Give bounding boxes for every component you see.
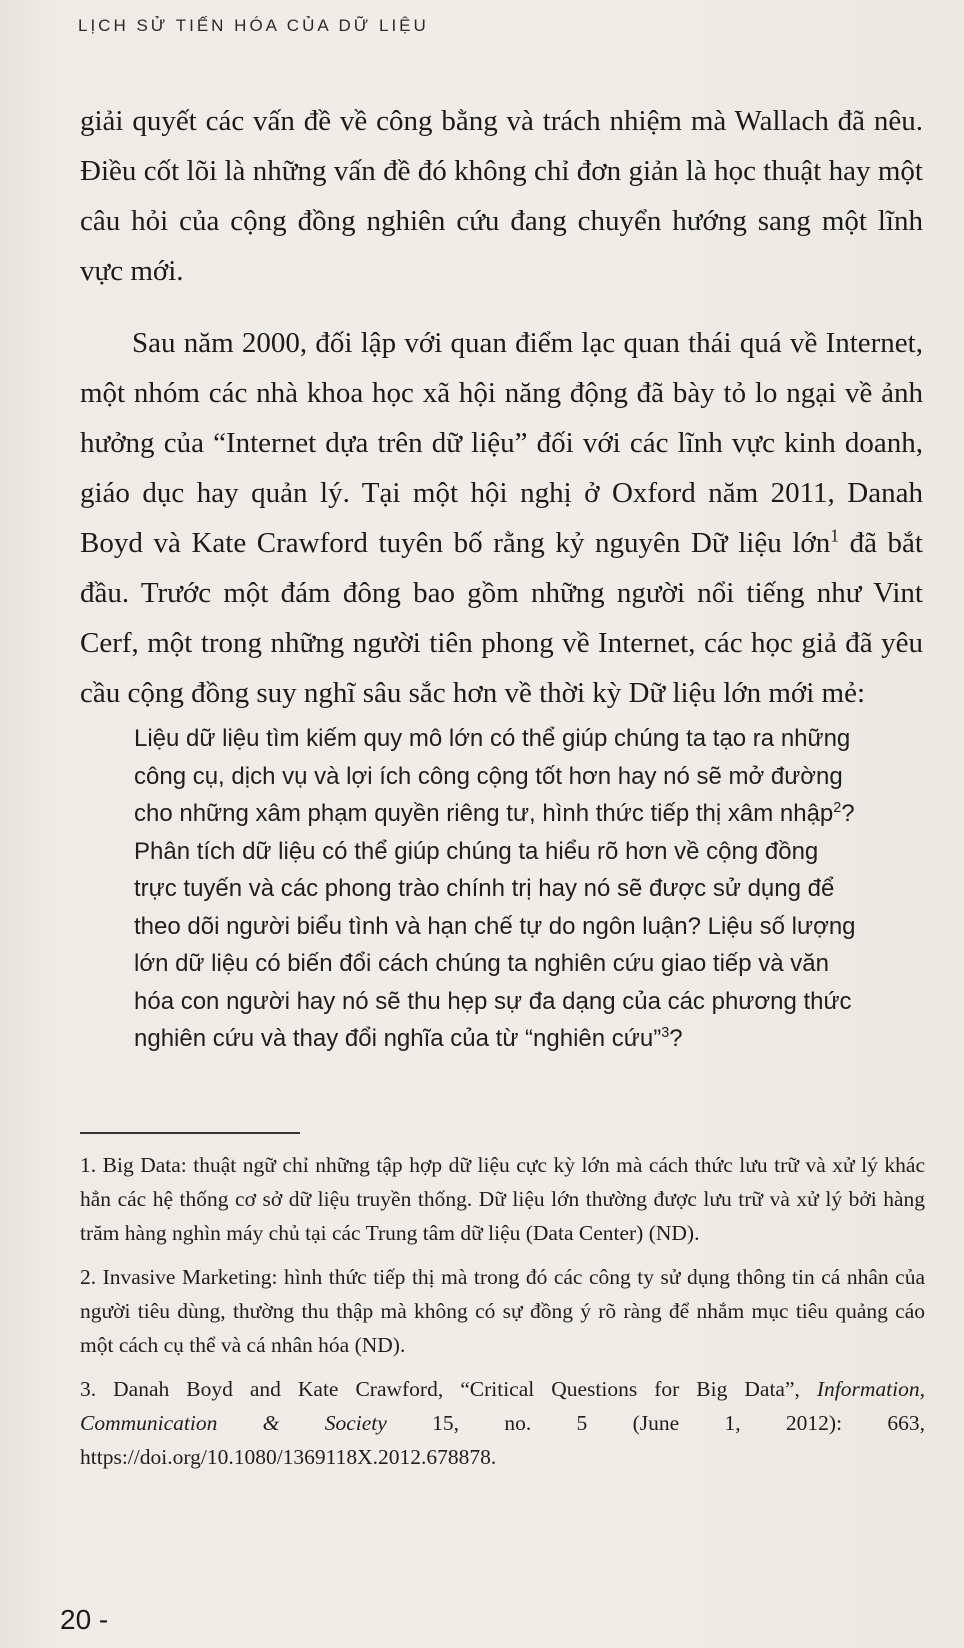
footnote-3-details: 15, no. 5 (June 1, 2012): 663, https://doi.org/10.1080/1369118X.2012.678878. <box>80 1411 926 1469</box>
footnote-3-journal: Information, Communication & Society <box>80 1377 925 1435</box>
footnote-2: 2. Invasive Marketing: hình thức tiếp thị mà trong đó các công ty sử dụng thông tin cá nhân của người tiêu dùng, thường thu thập mà không có sự đồng ý rõ ràng để nhắm mục tiêu quảng cáo một cách cụ thể và cá nhân hóa (ND). <box>80 1265 925 1357</box>
footnote-divider <box>80 1132 300 1134</box>
paragraph-2-text-b: đã bắt đầu. Trước một đám đông bao gồm những người nổi tiếng như Vint Cerf, một trong những người tiên phong về Internet, các học giả đã yêu cầu cộng đồng suy nghĩ sâu sắc hơn về thời kỳ Dữ liệu lớn mới mẻ: <box>80 527 923 709</box>
footnote-ref-2: 2 <box>833 800 842 816</box>
footnote-3-authors: 3. Danah Boyd and Kate Crawford, “Critical Questions for Big Data”, <box>80 1377 817 1401</box>
footnote-ref-3: 3 <box>661 1025 670 1041</box>
quote-part-3: ? <box>669 1025 683 1052</box>
footnote-3 <box>80 1372 925 1474</box>
paragraph-2-text-a: Sau năm 2000, đối lập với quan điểm lạc quan thái quá về Internet, một nhóm các nhà khoa học xã hội năng động đã bày tỏ lo ngại về ảnh hưởng của “Internet dựa trên dữ liệu” đối với các lĩnh vực kinh doanh, giáo dục hay quản lý. Tại một hội nghị ở Oxford năm 2011, Danah Boyd và Kate Crawford tuyên bố rằng kỷ nguyên Dữ liệu lớn <box>80 327 923 559</box>
body-text <box>80 96 923 740</box>
running-title: LỊCH SỬ TIẾN HÓA CỦA DỮ LIỆU <box>78 16 429 35</box>
footnote-ref-1: 1 <box>830 525 839 546</box>
block-quote <box>134 720 860 1058</box>
quote-part-2: ? Phân tích dữ liệu có thể giúp chúng ta hiểu rõ hơn về cộng đồng trực tuyến và các phong trào chính trị hay nó sẽ được sử dụng để theo dõi người biểu tình và hạn chế tự do ngôn luận? Liệu số lượng lớn dữ liệu có biến đổi cách chúng ta nghiên cứu giao tiếp và văn hóa con người hay nó sẽ thu hẹp sự đa dạng của các phương thức nghiên cứu và thay đổi nghĩa của từ “nghiên cứu” <box>134 800 856 1052</box>
paragraph-2 <box>80 318 923 718</box>
page-number: 20 - <box>60 1604 109 1635</box>
footnotes <box>80 1148 925 1484</box>
paragraph-1: giải quyết các vấn đề về công bằng và trách nhiệm mà Wallach đã nêu. Điều cốt lõi là những vấn đề đó không chỉ đơn giản là học thuật hay một câu hỏi của cộng đồng nghiên cứu đang chuyển hướng sang một lĩnh vực mới. <box>80 105 923 287</box>
footnote-1: 1. Big Data: thuật ngữ chỉ những tập hợp dữ liệu cực kỳ lớn mà cách thức lưu trữ và xử lý khác hẳn các hệ thống cơ sở dữ liệu truyền thống. Dữ liệu lớn thường được lưu trữ và xử lý bởi hàng trăm hàng nghìn máy chủ tại các Trung tâm dữ liệu (Data Center) (ND). <box>80 1153 925 1245</box>
quote-part-1: Liệu dữ liệu tìm kiếm quy mô lớn có thể giúp chúng ta tạo ra những công cụ, dịch vụ và lợi ích công cộng tốt hơn hay nó sẽ mở đường cho những xâm phạm quyền riêng tư, hình thức tiếp thị xâm nhập <box>134 725 851 827</box>
quote-text <box>134 720 860 1058</box>
